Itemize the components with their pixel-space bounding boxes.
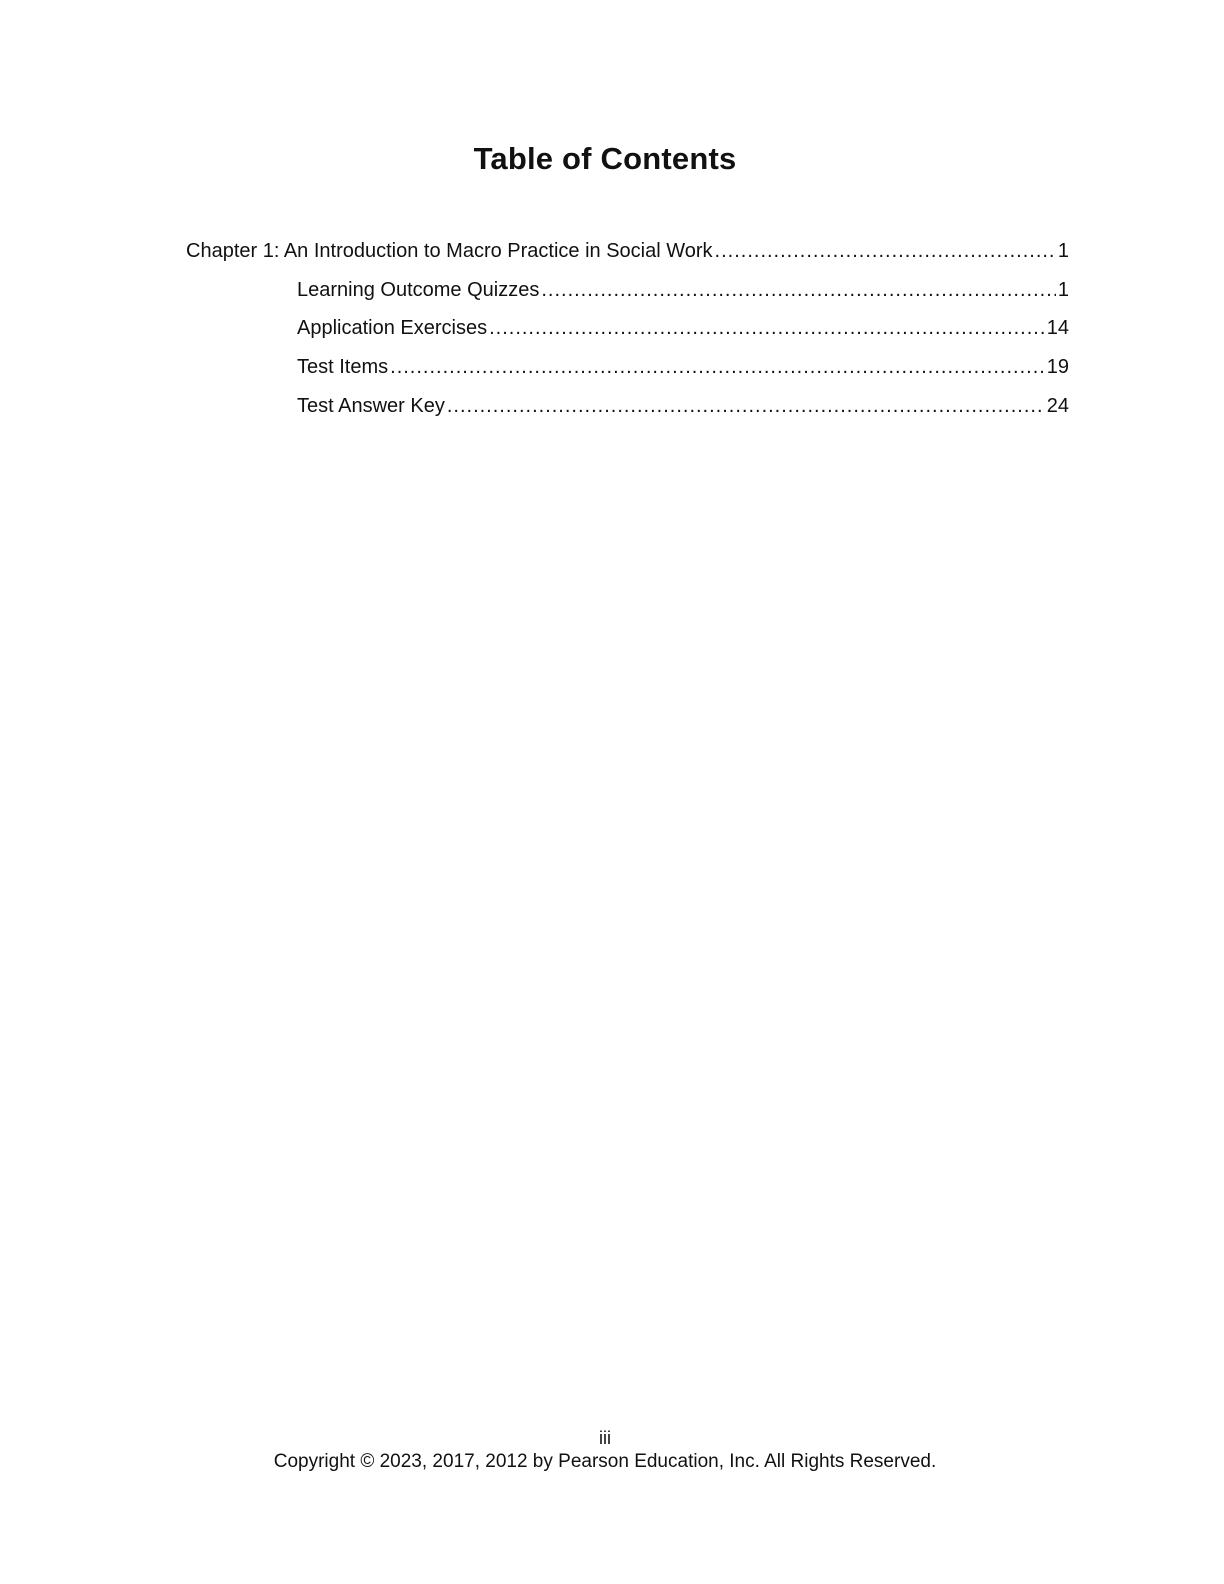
toc-entry-title: Learning Outcome Quizzes	[297, 278, 540, 301]
copyright-notice: Copyright © 2023, 2017, 2012 by Pearson Education, Inc. All Rights Reserved.	[273, 1451, 937, 1472]
toc-entry-page: 24	[1046, 394, 1069, 417]
toc-dot-leader	[390, 352, 1045, 382]
toc-entry-title: Chapter 1: An Introduction to Macro Practice in Social Work	[186, 240, 713, 262]
toc-entry-page: 1	[1057, 278, 1069, 301]
toc-entry-title: Test Answer Key	[297, 394, 445, 417]
toc-entry-test-items[interactable]	[186, 352, 1069, 391]
page-title: Table of Contents	[473, 141, 737, 176]
toc-dot-leader	[715, 236, 1056, 266]
toc-entry-title: Application Exercises	[297, 317, 488, 340]
toc-entry-application-exercises[interactable]	[186, 313, 1069, 352]
toc-entry-page: 14	[1046, 317, 1069, 340]
toc-entry-title: Test Items	[297, 356, 389, 379]
toc-entry-chapter-1[interactable]	[186, 236, 1069, 275]
page-number: iii	[599, 1428, 611, 1448]
toc-entry-page: 19	[1046, 356, 1069, 379]
toc-dot-leader	[541, 275, 1056, 305]
toc-entry-test-answer-key[interactable]	[186, 391, 1069, 430]
toc-entry-learning-outcome-quizzes[interactable]	[186, 275, 1069, 314]
table-of-contents	[186, 236, 1069, 429]
toc-entry-page: 1	[1057, 240, 1069, 262]
toc-dot-leader	[447, 391, 1045, 421]
toc-dot-leader	[489, 313, 1045, 343]
